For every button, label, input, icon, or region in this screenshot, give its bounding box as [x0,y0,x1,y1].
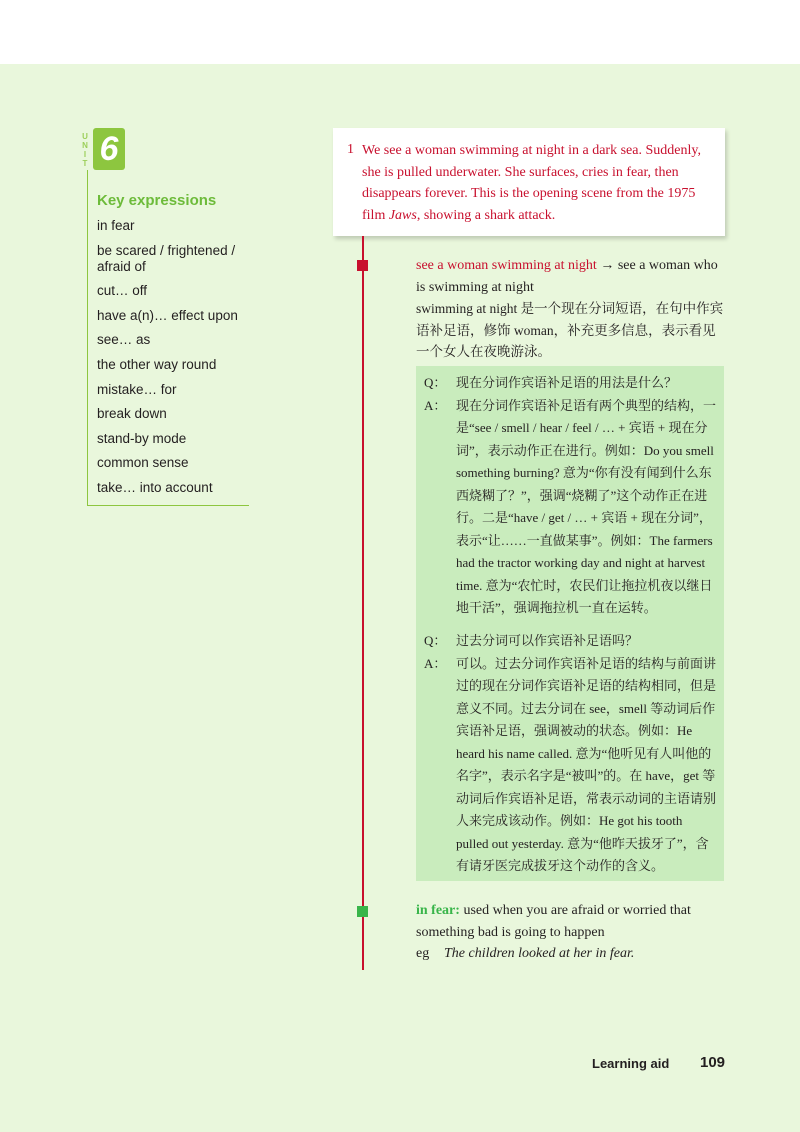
key-expression-item: common sense [97,455,189,471]
footer-section-label: Learning aid [592,1056,670,1071]
qa-tag: Q： [424,633,447,648]
note-1-explanation: swimming at night 是一个现在分词短语，在句中作宾语补足语，修饰 woman，补充更多信息，表示看见一个女人在夜晚游泳。 [416,301,724,359]
intro-text-before: We see a woman swimming at night in a dark sea. Suddenly, she is pulled underwater. She surfaces, cries in fear, then disappears forever. This is the opening scene from the 1975 film [362,143,701,223]
unit-letter: U [82,132,88,141]
intro-passage [362,140,710,226]
key-expression-item: stand-by mode [97,430,187,446]
qa-text: 现在分词作宾语补足语的用法是什么？ [456,375,678,390]
key-expression-item: have a(n)… effect upon [97,307,238,323]
key-expression-item: mistake… for [97,381,177,397]
key-expression-item: break down [97,406,167,422]
qa-tag: A： [424,397,447,413]
note-marker-red [357,260,368,271]
film-title: Jaws [388,207,417,223]
qa-text: 可以。过去分词作宾语补足语的结构与前面讲过的现在分词作宾语补足语的结构相同，但是意义不同。过去分词在 see，smell 等动词后作宾语补足语，强调被动的状态。例如：He heard his name called. 意为“他听见有人叫他的名字”，表示名字是“被叫”的。在 have，get 等动词后作宾语补足语，常表示动词的主语请别人来完成该动作。例如：He got his tooth pulled out yesterday. 意为“他昨天拔牙了”，含有请牙医完成拔牙这个动作的含义。 [456,655,717,873]
page-number: 109 [700,1054,726,1071]
key-expressions-list [97,218,257,505]
key-expression-item: see… as [97,332,151,348]
unit-letters [80,132,90,168]
unit-letter: I [83,150,87,159]
qa-tag: Q： [424,375,447,390]
key-expression-item: take… into account [97,479,213,495]
note-1-rewrite: → see a woman who is swimming at night [416,258,718,295]
timeline-line [362,236,364,970]
example-sentence: The children looked at her in fear. [444,946,635,961]
unit-letter: N [82,141,88,150]
qa-tag: A： [424,655,447,671]
note-marker-green [357,906,368,917]
qa-box [416,366,724,881]
key-expressions-title: Key expressions [97,192,217,209]
note-2-definition [416,900,716,943]
note-1-heading [416,255,721,298]
qa-text: 现在分词作宾语补足语有两个典型的结构，一是“see / smell / hear / feel / … + 宾语 + 现在分词”，表示动作正在进行。例如：Do you smell something burning? 意为“你有没有闻到什么东西烧糊了？”，强调“烧糊了”这个动作正在进行。二是“have / get / … + 宾语 + 现在分词”，表示“让……一直做某事”。例如：The farmers had the tractor working day and night at harvest time. 意为“农忙时，农民们让拖拉机夜以继日地干活”，强调拖拉机一直在运转。 [456,397,717,615]
qa-text: 过去分词可以作宾语补足语吗？ [456,633,639,648]
unit-badge [93,128,125,170]
note-2-phrase: in fear: [416,903,460,918]
key-expression-item: cut… off [97,283,148,299]
unit-number: 6 [99,130,119,168]
intro-text-after: , showing a shark attack. [416,207,556,223]
key-expression-item: in fear [97,218,135,233]
unit-letter: T [82,159,88,168]
note-1-phrase: see a woman swimming at night [416,258,597,273]
key-expression-item: the other way round [97,356,217,372]
top-margin [0,0,800,64]
note-2-definition-text: used when you are afraid or worried that something bad is going to happen [416,903,691,940]
intro-passage-box [333,128,725,236]
eg-label: eg [416,946,430,961]
intro-number: 1 [347,142,354,157]
key-expression-item: be scared / frightened / afraid of [97,242,236,274]
sidebar-divider-horizontal [87,505,249,506]
sidebar-divider-vertical [87,170,88,506]
note-2-example [416,943,716,965]
